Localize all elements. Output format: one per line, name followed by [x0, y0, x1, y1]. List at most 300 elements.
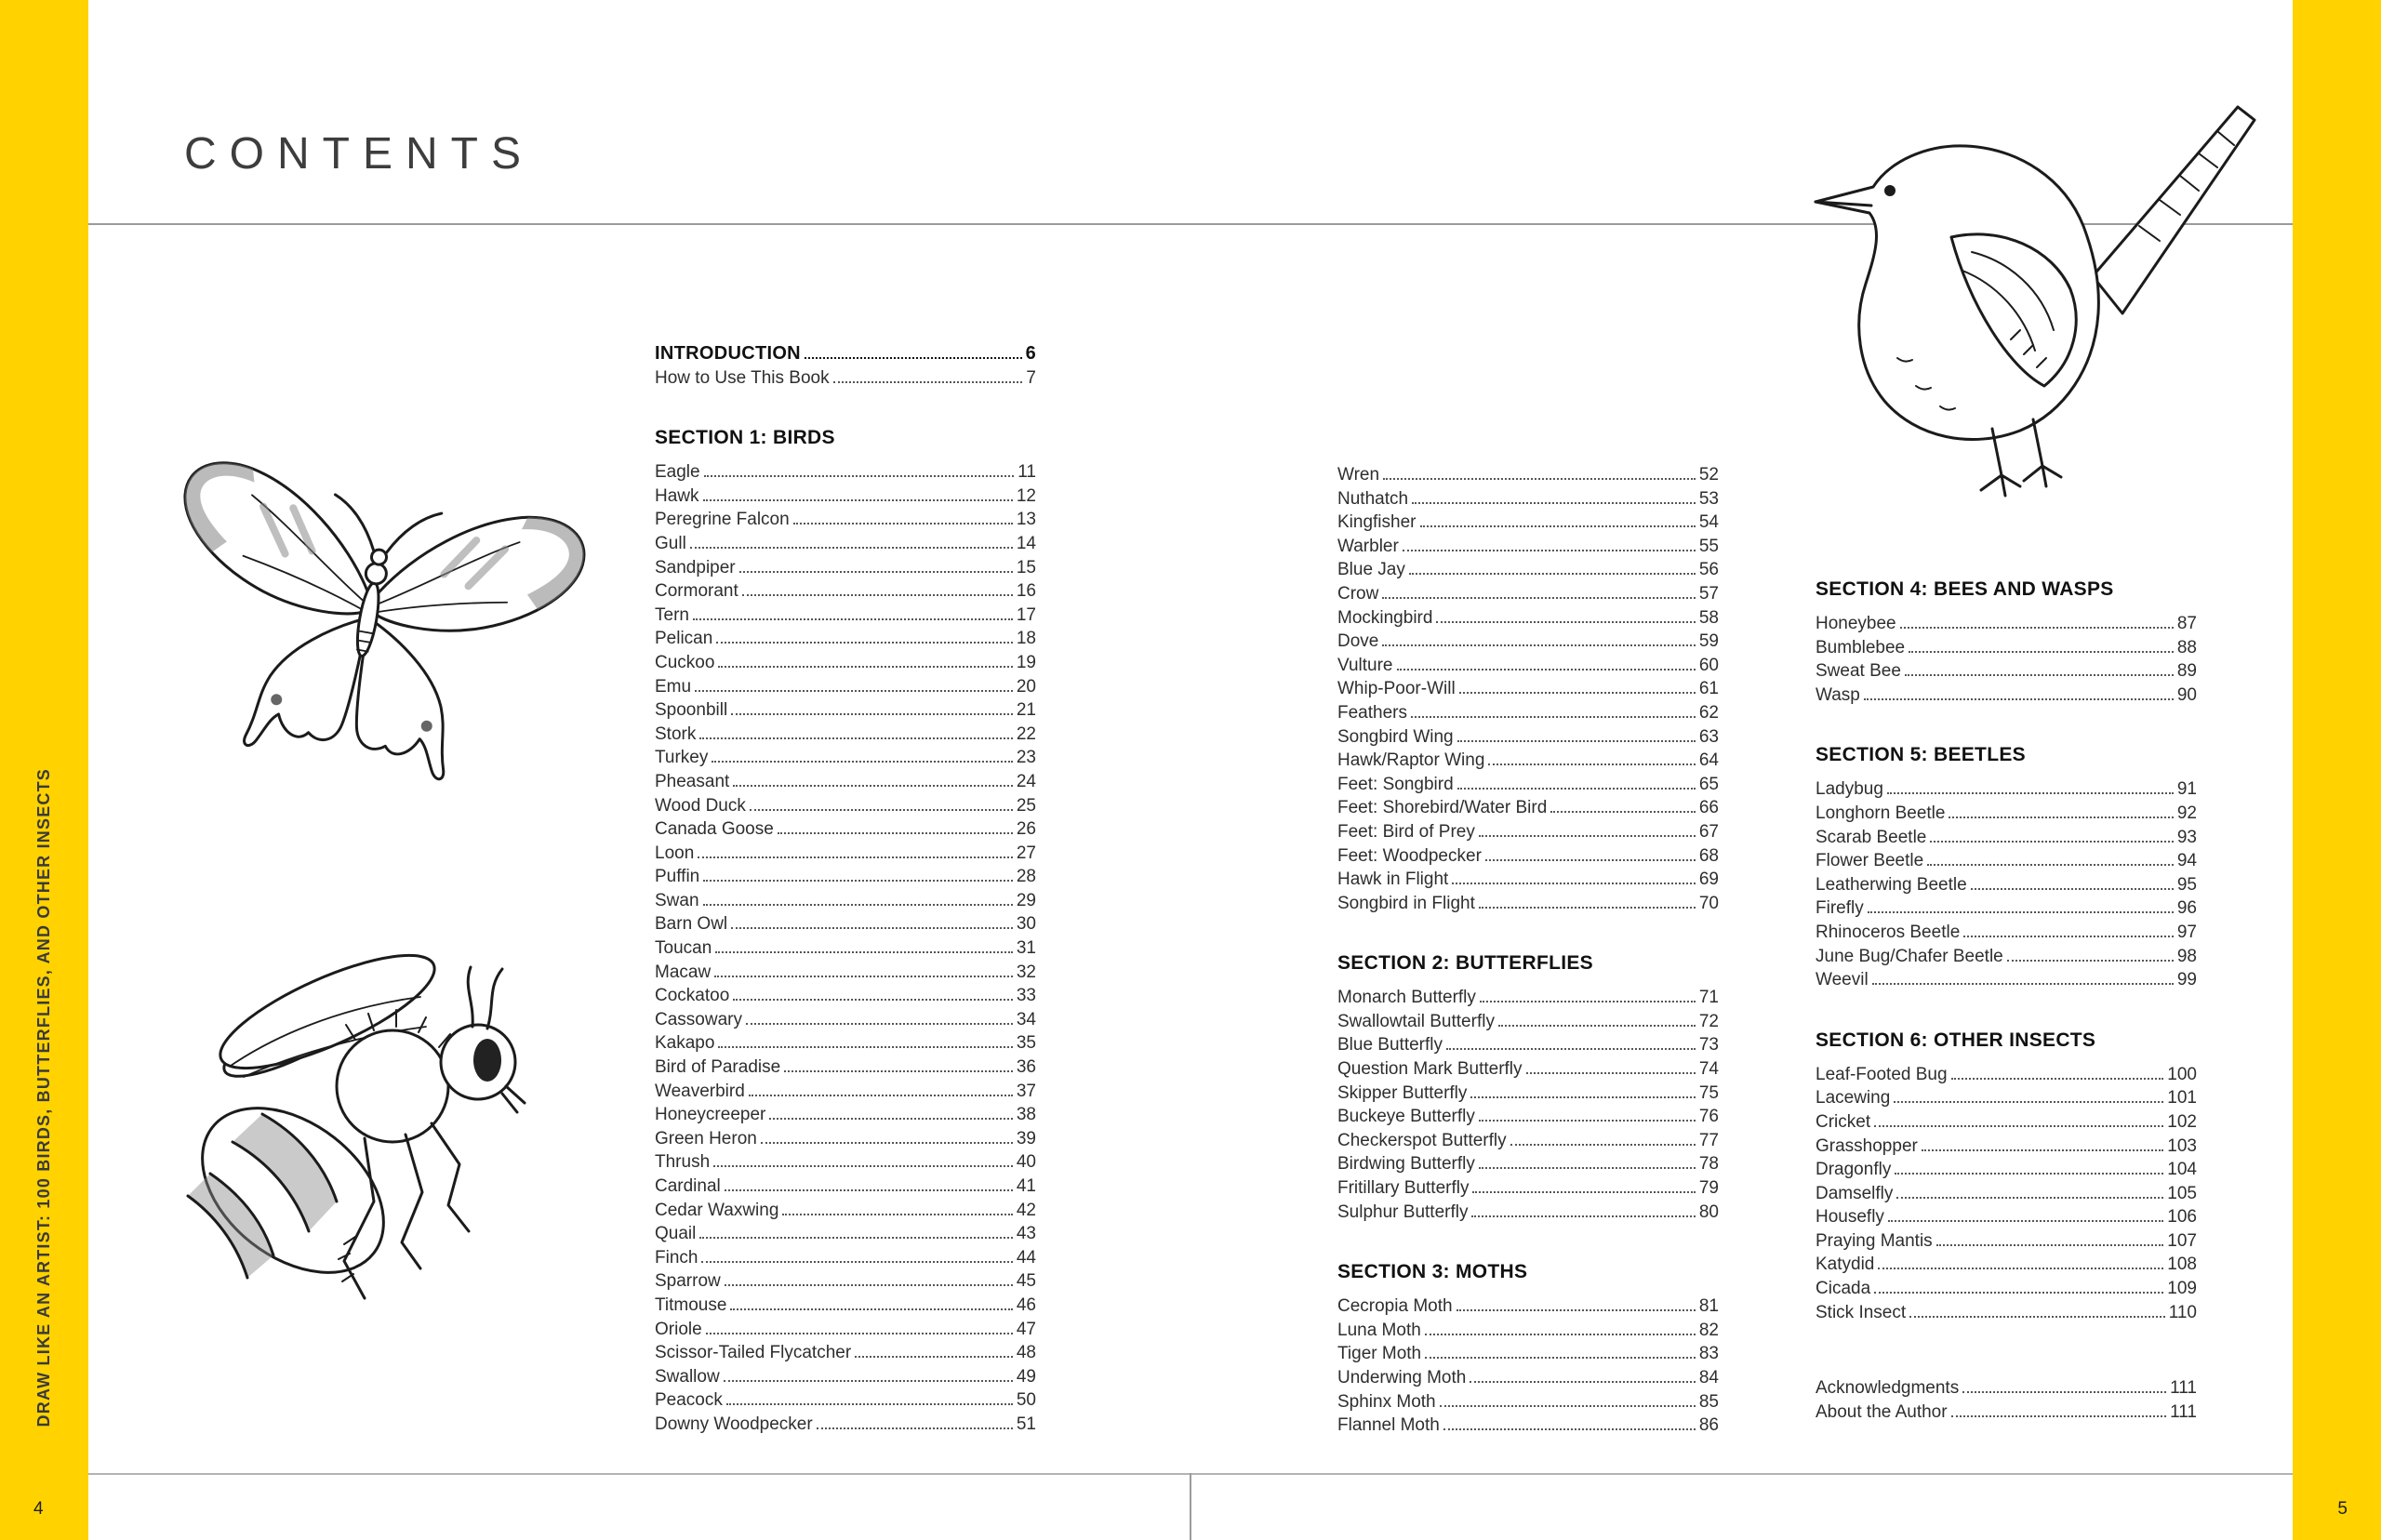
toc-entry-label: Question Mark Butterfly [1337, 1059, 1523, 1080]
toc-entry-page: 64 [1698, 750, 1719, 771]
toc-entry-label: Feet: Bird of Prey [1337, 821, 1475, 842]
dot-leader [699, 1237, 1013, 1239]
toc-entry [655, 604, 1036, 628]
dot-leader [1510, 1144, 1696, 1146]
toc-entry-page: 80 [1698, 1201, 1719, 1222]
toc-entry-label: Wasp [1816, 684, 1860, 705]
dot-leader [1470, 1096, 1695, 1098]
toc-entry [1337, 1082, 1719, 1106]
dot-leader [1479, 1120, 1696, 1122]
toc-entry-label: Weevil [1816, 970, 1869, 990]
dot-leader [1905, 674, 2174, 676]
dot-leader [1951, 1078, 2164, 1080]
toc-entry-page: 86 [1698, 1415, 1719, 1436]
toc-entry-label: Thrush [655, 1152, 711, 1173]
toc-entry-label: Flannel Moth [1337, 1415, 1440, 1436]
toc-entry [1337, 1010, 1719, 1034]
toc-entry-label: Honeybee [1816, 614, 1896, 633]
toc-entry-page: 19 [1016, 652, 1036, 672]
toc-entry-label: Longhorn Beetle [1816, 803, 1946, 823]
dot-leader [714, 976, 1013, 977]
toc-entry [1816, 1376, 2197, 1401]
toc-entry-page: 110 [2168, 1302, 2197, 1322]
toc-entry-label: Feet: Woodpecker [1337, 845, 1482, 866]
dot-leader [1471, 1215, 1695, 1217]
dot-leader [718, 666, 1012, 668]
toc-entry-page: 44 [1016, 1247, 1036, 1268]
toc-entry [1337, 1033, 1719, 1057]
toc-entry [1816, 1401, 2197, 1425]
toc-entry-label: Blue Jay [1337, 560, 1405, 580]
toc-entry [1337, 1342, 1719, 1366]
wren-icon [1758, 79, 2279, 535]
toc-entry [1337, 725, 1719, 750]
toc-entry-page: 100 [2167, 1064, 2197, 1084]
toc-entry-label: Birdwing Butterfly [1337, 1154, 1475, 1175]
dot-leader [1403, 550, 1696, 551]
toc-entry-label: Sulphur Butterfly [1337, 1201, 1469, 1222]
dot-leader [1962, 1391, 2166, 1393]
toc-entry-page: 71 [1698, 988, 1719, 1008]
toc-column-2 [1337, 463, 1719, 1438]
toc-entry-label: Warbler [1337, 536, 1399, 556]
toc-entry-page: 23 [1016, 748, 1036, 768]
section-heading: SECTION 5: BEETLES [1816, 744, 2026, 766]
toc-entry [1337, 701, 1719, 725]
toc-entry-label: Puffin [655, 867, 700, 887]
toc-entry-page: 70 [1698, 893, 1719, 913]
toc-entry-page: 57 [1698, 583, 1719, 604]
dot-leader [769, 1118, 1013, 1120]
toc-entry [655, 1199, 1036, 1223]
toc-entry-label: Emu [655, 676, 692, 697]
toc-entry [1337, 511, 1719, 535]
toc-entry-label: Nuthatch [1337, 488, 1409, 509]
toc-entry-page: 46 [1016, 1294, 1036, 1315]
toc-entry [655, 579, 1036, 604]
toc-entry-label: Flower Beetle [1816, 851, 1924, 871]
toc-entry-page: 105 [2167, 1183, 2197, 1203]
dot-leader [1550, 811, 1696, 813]
toc-entry-label: Rhinoceros Beetle [1816, 922, 1961, 942]
toc-entry [1816, 921, 2197, 945]
dot-leader [725, 1189, 1013, 1191]
dot-leader [713, 1165, 1013, 1167]
toc-entry-label: Cricket [1816, 1111, 1871, 1132]
dot-leader [693, 618, 1013, 620]
toc-entry [1816, 636, 2197, 660]
toc-entry [655, 1127, 1036, 1151]
toc-entry-label: Scissor-Tailed Flycatcher [655, 1343, 852, 1363]
toc-entry-page: 30 [1016, 914, 1036, 935]
dot-leader [1888, 1220, 2163, 1222]
toc-entry [1816, 1086, 2197, 1110]
toc-entry [1337, 654, 1719, 678]
dot-leader [1425, 1334, 1696, 1335]
dot-leader [1470, 1381, 1696, 1383]
toc-entry [655, 1103, 1036, 1127]
toc-entry [655, 627, 1036, 651]
toc-entry-label: Barn Owl [655, 914, 728, 935]
toc-entry-page: 109 [2167, 1279, 2197, 1299]
toc-entry-label: Swan [655, 890, 699, 910]
toc-entry-label: Leaf-Footed Bug [1816, 1064, 1948, 1084]
toc-entry [655, 770, 1036, 794]
dot-leader [739, 571, 1013, 573]
dot-leader [2007, 960, 2174, 962]
toc-block [1337, 1261, 1719, 1438]
toc-block [1816, 578, 2197, 707]
toc-entry-page: 45 [1016, 1271, 1036, 1292]
toc-entry-page: 42 [1016, 1200, 1036, 1220]
toc-entry-page: 107 [2167, 1230, 2197, 1251]
toc-entry-label: Grasshopper [1816, 1135, 1918, 1156]
toc-entry-label: Cardinal [655, 1176, 721, 1196]
dot-leader [1868, 911, 2174, 913]
toc-entry-page: 62 [1698, 702, 1719, 723]
toc-entry [1816, 945, 2197, 969]
dot-leader [784, 1070, 1013, 1072]
toc-entry [655, 651, 1036, 675]
dot-leader [1382, 644, 1696, 646]
toc-entry-label: Cormorant [655, 581, 738, 602]
toc-entry [1816, 1277, 2197, 1301]
dot-leader [1480, 1001, 1696, 1002]
toc-entry [1337, 630, 1719, 654]
toc-entry-page: 72 [1698, 1011, 1719, 1031]
dot-leader [1411, 716, 1696, 718]
toc-entry [1816, 968, 2197, 992]
dot-leader [733, 999, 1013, 1001]
toc-entry [1816, 777, 2197, 802]
toc-entry-page: 53 [1698, 488, 1719, 509]
dot-leader [718, 1046, 1012, 1048]
toc-entry [1816, 1253, 2197, 1277]
toc-entry-label: Cecropia Moth [1337, 1296, 1453, 1317]
toc-entry-page: 99 [2176, 970, 2197, 990]
toc-entry-label: Sweat Bee [1816, 661, 1901, 682]
dot-leader [1930, 841, 2174, 843]
toc-entry-label: Underwing Moth [1337, 1368, 1467, 1387]
toc-entry-label: Pheasant [655, 771, 730, 791]
toc-entry-label: Kakapo [655, 1033, 715, 1054]
toc-entry-page: 102 [2167, 1111, 2197, 1132]
toc-entry [655, 1294, 1036, 1318]
toc-entry [655, 984, 1036, 1008]
toc-entry [1337, 796, 1719, 820]
toc-entry [655, 889, 1036, 913]
toc-entry-page: 67 [1698, 821, 1719, 842]
toc-entry-page: 83 [1698, 1344, 1719, 1364]
toc-entry-label: Titmouse [655, 1294, 727, 1315]
dot-leader [1443, 1428, 1696, 1430]
toc-entry-page: 98 [2176, 946, 2197, 966]
toc-entry-label: Sphinx Moth [1337, 1391, 1436, 1412]
dot-leader [1425, 1357, 1696, 1359]
toc-entry-label: Toucan [655, 938, 712, 959]
toc-entry [655, 912, 1036, 936]
toc-entry-label: Vulture [1337, 655, 1393, 675]
dot-leader [1951, 1415, 2167, 1417]
toc-entry-label: Leatherwing Beetle [1816, 874, 1967, 895]
toc-entry-label: Katydid [1816, 1255, 1875, 1275]
toc-block [655, 342, 1036, 390]
toc-entry-page: 68 [1698, 845, 1719, 866]
toc-entry [1337, 1390, 1719, 1414]
dot-leader [1409, 573, 1696, 575]
toc-entry-label: Songbird in Flight [1337, 893, 1475, 913]
dot-leader [1971, 888, 2174, 890]
toc-entry [1337, 1366, 1719, 1390]
toc-entry-page: 84 [1698, 1368, 1719, 1387]
dot-leader [715, 951, 1013, 953]
toc-entry [655, 865, 1036, 889]
toc-entry [655, 485, 1036, 509]
toc-entry-page: 38 [1016, 1105, 1036, 1125]
toc-entry-page: 104 [2167, 1160, 2197, 1180]
toc-entry-page: 35 [1016, 1033, 1036, 1054]
toc-column-1 [655, 342, 1036, 1437]
bee-illustration [121, 883, 623, 1367]
toc-entry [655, 532, 1036, 556]
toc-entry-page: 52 [1698, 465, 1719, 485]
dot-leader [1397, 669, 1696, 670]
toc-entry-page: 111 [2170, 1378, 2197, 1399]
dot-leader [695, 690, 1013, 692]
honeybee-icon [121, 883, 623, 1367]
section-heading: SECTION 6: OTHER INSECTS [1816, 1029, 2096, 1051]
toc-entry-label: Stick Insect [1816, 1302, 1907, 1322]
toc-entry-page: 40 [1016, 1152, 1036, 1173]
dot-leader [761, 1142, 1013, 1144]
toc-entry [655, 460, 1036, 485]
toc-entry [655, 1008, 1036, 1032]
toc-entry-page: 66 [1698, 798, 1719, 818]
toc-entry [1816, 684, 2197, 708]
toc-entry-page: 17 [1016, 604, 1036, 625]
toc-entry-page: 47 [1016, 1319, 1036, 1339]
dot-leader [704, 475, 1015, 477]
dot-leader [716, 642, 1013, 644]
dot-leader [724, 1380, 1013, 1382]
dot-leader [855, 1356, 1013, 1358]
toc-entry-label: Peacock [655, 1390, 723, 1411]
dot-leader [1488, 763, 1695, 765]
toc-entry-page: 82 [1698, 1320, 1719, 1340]
toc-entry-label: June Bug/Chafer Beetle [1816, 946, 2003, 966]
dot-leader [699, 737, 1013, 739]
toc-entry [1816, 849, 2197, 873]
toc-entry-page: 50 [1016, 1390, 1036, 1411]
toc-entry-label: Wood Duck [655, 795, 746, 816]
toc-entry-label: Gull [655, 533, 686, 553]
toc-entry [1337, 986, 1719, 1010]
toc-entry [655, 366, 1036, 391]
toc-entry [655, 1055, 1036, 1080]
toc-entry-page: 12 [1016, 485, 1036, 506]
toc-entry [655, 817, 1036, 842]
toc-entry-page: 58 [1698, 607, 1719, 628]
toc-entry [655, 723, 1036, 747]
page-number-right: 5 [2337, 1499, 2348, 1519]
toc-entry [1337, 487, 1719, 511]
toc-entry-label: Buckeye Butterfly [1337, 1107, 1475, 1127]
toc-entry-label: Luna Moth [1337, 1320, 1421, 1340]
dot-leader [1526, 1072, 1696, 1074]
toc-block [1337, 463, 1719, 915]
dot-leader [1446, 1048, 1696, 1050]
dot-leader [746, 1023, 1013, 1025]
toc-entry-page: 43 [1016, 1224, 1036, 1244]
toc-entry [1337, 892, 1719, 916]
toc-entry [1337, 1414, 1719, 1438]
toc-entry-label: Dove [1337, 631, 1379, 652]
toc-entry [1816, 659, 2197, 684]
toc-block [1816, 1376, 2197, 1424]
swallowtail-butterfly-icon [130, 437, 605, 781]
dot-leader [703, 499, 1013, 501]
dot-leader [750, 809, 1013, 811]
toc-entry-label: Tiger Moth [1337, 1344, 1422, 1364]
toc-entry [1337, 1201, 1719, 1225]
toc-entry-page: 16 [1016, 581, 1036, 602]
toc-entry-label: Bird of Paradise [655, 1057, 781, 1078]
dot-leader [1440, 1405, 1696, 1407]
toc-entry [1816, 1110, 2197, 1135]
toc-entry-page: 90 [2176, 684, 2197, 705]
toc-entry-label: Lacewing [1816, 1088, 1891, 1109]
toc-entry-page: 103 [2167, 1135, 2197, 1156]
toc-entry-page: 63 [1698, 726, 1719, 747]
dot-leader [1459, 692, 1696, 694]
toc-entry-label: Songbird Wing [1337, 726, 1454, 747]
toc-entry [1337, 1152, 1719, 1176]
toc-entry [655, 1080, 1036, 1104]
toc-entry-label: Cicada [1816, 1279, 1871, 1299]
dot-leader [749, 1095, 1013, 1096]
dot-leader [1895, 1173, 2163, 1175]
toc-entry [1337, 749, 1719, 773]
toc-entry [655, 1222, 1036, 1246]
toc-block [1816, 744, 2197, 991]
toc-entry-page: 20 [1016, 676, 1036, 697]
dot-leader [1927, 864, 2174, 866]
toc-entry-page: 85 [1698, 1391, 1719, 1412]
toc-entry [655, 746, 1036, 770]
toc-column-3 [1816, 578, 2197, 1424]
dot-leader [1382, 597, 1696, 599]
toc-entry [1337, 1294, 1719, 1319]
toc-entry-label: Blue Butterfly [1337, 1035, 1443, 1055]
toc-entry-page: 33 [1016, 986, 1036, 1006]
toc-entry-page: 81 [1698, 1296, 1719, 1317]
toc-entry-page: 88 [2176, 637, 2197, 657]
toc-entry [1816, 1205, 2197, 1229]
toc-entry-label: Feet: Songbird [1337, 774, 1454, 794]
toc-entry-label: Crow [1337, 583, 1379, 604]
toc-entry-page: 87 [2176, 614, 2197, 633]
toc-entry-label: Hawk [655, 485, 699, 506]
toc-entry-label: Hawk/Raptor Wing [1337, 750, 1485, 771]
toc-entry-page: 106 [2167, 1207, 2197, 1228]
toc-entry [655, 508, 1036, 532]
toc-entry-page: 92 [2176, 803, 2197, 823]
dot-leader [1864, 698, 2174, 700]
gutter-line [1190, 1473, 1191, 1540]
dot-leader [1909, 651, 2174, 653]
toc-entry-page: 37 [1016, 1081, 1036, 1101]
toc-entry-page: 25 [1016, 795, 1036, 816]
dot-leader [1457, 788, 1696, 790]
toc-entry-label: Downy Woodpecker [655, 1414, 813, 1434]
dot-leader [726, 1403, 1013, 1405]
toc-entry [655, 842, 1036, 866]
toc-entry-page: 91 [2176, 779, 2197, 800]
section-heading: SECTION 4: BEES AND WASPS [1816, 578, 2114, 600]
toc-entry-page: 61 [1698, 679, 1719, 699]
dot-leader [1896, 1197, 2163, 1199]
toc-entry [655, 1150, 1036, 1175]
toc-entry-page: 31 [1016, 938, 1036, 959]
toc-entry-page: 22 [1016, 724, 1036, 744]
toc-entry-page: 74 [1698, 1059, 1719, 1080]
dot-leader [1420, 525, 1696, 527]
toc-entry-label: Feathers [1337, 702, 1407, 723]
toc-entry-page: 21 [1016, 700, 1036, 721]
toc-entry-label: Scarab Beetle [1816, 827, 1927, 847]
toc-entry [1816, 1229, 2197, 1254]
toc-entry-page: 26 [1016, 819, 1036, 840]
dot-leader [1874, 1125, 2163, 1127]
toc-entry-page: 7 [1026, 367, 1036, 388]
dot-leader [1412, 502, 1696, 504]
dot-leader [731, 927, 1013, 929]
toc-entry [655, 794, 1036, 818]
dot-leader [1479, 835, 1696, 837]
toc-entry-label: Stork [655, 724, 697, 744]
dot-leader [1457, 1309, 1696, 1311]
spine-title: DRAW LIKE AN ARTIST: 100 BIRDS, BUTTERFLIES, AND OTHER INSECTS [34, 767, 53, 1427]
toc-entry [655, 1318, 1036, 1342]
toc-entry-page: 28 [1016, 867, 1036, 887]
dot-leader [1383, 478, 1696, 480]
toc-entry-label: Loon [655, 843, 695, 863]
toc-entry [1337, 773, 1719, 797]
dot-leader [1887, 792, 2174, 794]
dot-leader [1436, 621, 1695, 623]
toc-entry [1337, 582, 1719, 606]
dot-leader [731, 713, 1013, 715]
toc-entry [1337, 820, 1719, 844]
dot-leader [1457, 740, 1696, 742]
toc-entry-label: How to Use This Book [655, 367, 830, 388]
toc-entry-page: 54 [1698, 512, 1719, 533]
toc-entry-page: 101 [2167, 1088, 2197, 1109]
toc-entry [1337, 606, 1719, 631]
dot-leader [1479, 907, 1696, 909]
toc-entry-page: 77 [1698, 1130, 1719, 1150]
toc-entry-page: 111 [2170, 1401, 2197, 1422]
toc-entry-page: 89 [2176, 661, 2197, 682]
toc-entry-page: 41 [1016, 1176, 1036, 1196]
page-number-left: 4 [33, 1499, 44, 1519]
toc-entry-page: 13 [1016, 510, 1036, 530]
toc-entry [655, 1175, 1036, 1199]
dot-leader [778, 832, 1013, 834]
toc-entry [1816, 612, 2197, 636]
toc-entry-label: Cockatoo [655, 986, 730, 1006]
dot-leader [1498, 1025, 1696, 1027]
